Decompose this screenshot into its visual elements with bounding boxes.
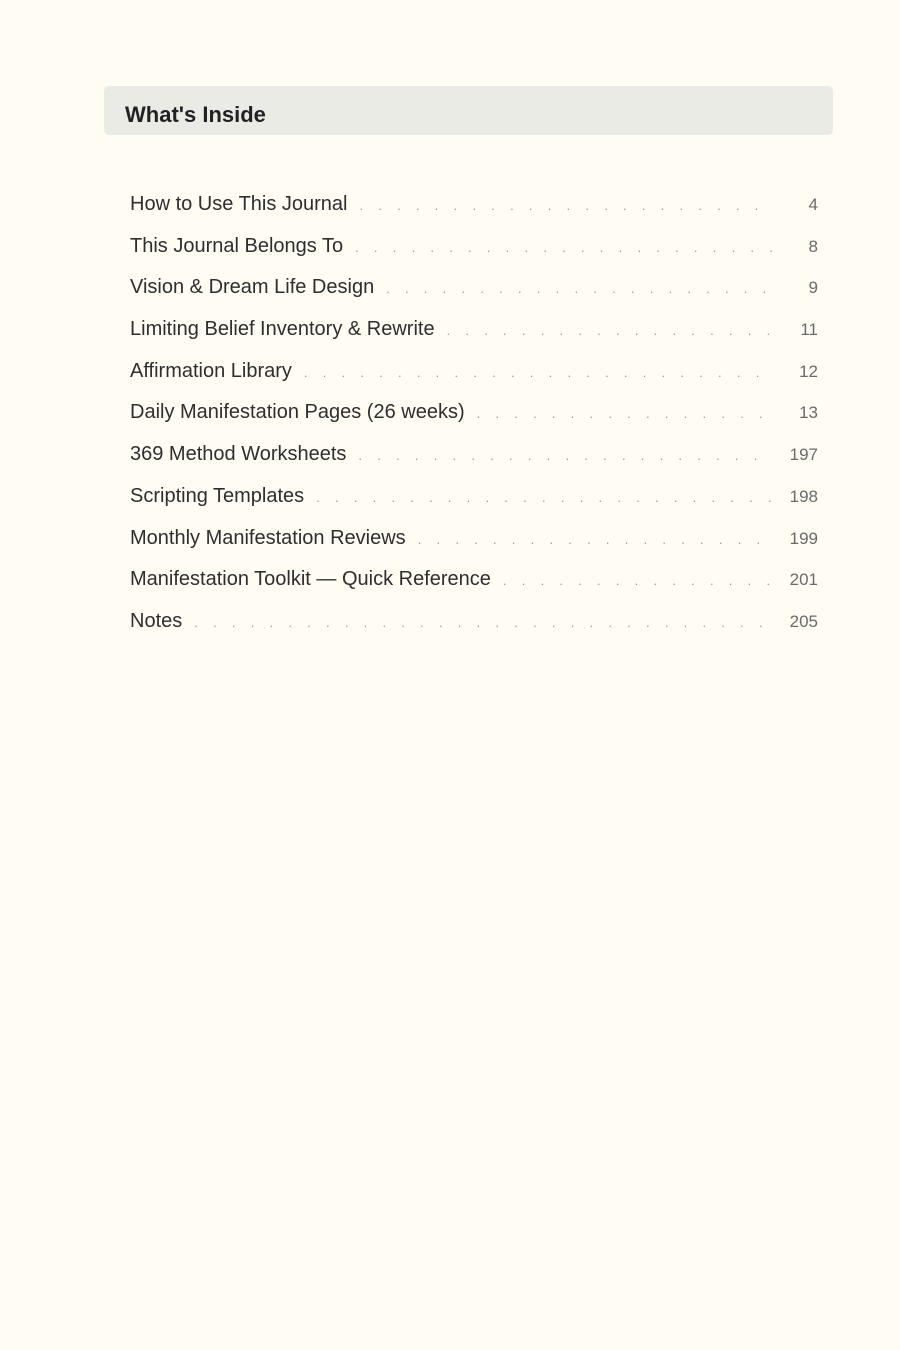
toc-entry-title: 369 Method Worksheets [130,443,347,466]
toc-entry-page: 13 [799,403,818,423]
toc-entry-page: 197 [789,445,818,465]
toc-entry [130,568,818,610]
toc-entry-title: Daily Manifestation Pages (26 weeks) [130,401,465,424]
toc-entry-title: Scripting Templates [130,484,305,507]
toc-entry [130,360,818,402]
toc-entry [130,235,818,277]
page-title: What's Inside [125,102,266,127]
dot-leader [386,281,772,296]
dot-leader [358,448,772,463]
dot-leader [355,240,772,255]
dot-leader [194,615,772,630]
toc-entry [130,443,818,485]
toc-entry-page: 199 [789,528,818,548]
toc-entry-page: 8 [808,236,818,256]
toc-entry-title: This Journal Belongs To [130,234,344,257]
section-header [104,86,833,135]
toc-entry-page: 11 [800,320,818,340]
table-of-contents [130,193,818,652]
toc-entry [130,485,818,527]
toc-entry-title: Notes [130,609,183,632]
toc-entry-title: How to Use This Journal [130,193,348,215]
dot-leader [447,323,772,338]
dot-leader [503,573,772,588]
toc-entry-title: Manifestation Toolkit — Quick Reference [130,568,491,591]
toc-entry [130,276,818,318]
dot-leader [316,490,772,505]
dot-leader [418,532,772,547]
toc-entry [130,318,818,360]
toc-entry-page: 4 [808,195,818,214]
toc-entry-title: Affirmation Library [130,359,292,382]
toc-entry [130,193,818,235]
toc-entry-page: 205 [789,611,818,631]
toc-entry-title: Monthly Manifestation Reviews [130,526,406,549]
dot-leader [304,365,772,380]
toc-entry-title: Vision & Dream Life Design [130,276,375,299]
toc-entry-title: Limiting Belief Inventory & Rewrite [130,318,435,341]
toc-entry-page: 201 [789,570,818,590]
toc-entry-page: 12 [799,361,818,381]
toc-entry-page: 9 [808,278,818,298]
toc-entry [130,527,818,569]
toc-entry [130,401,818,443]
dot-leader [360,198,773,213]
dot-leader [477,406,772,421]
toc-entry [130,610,818,652]
toc-entry-page: 198 [789,486,818,506]
